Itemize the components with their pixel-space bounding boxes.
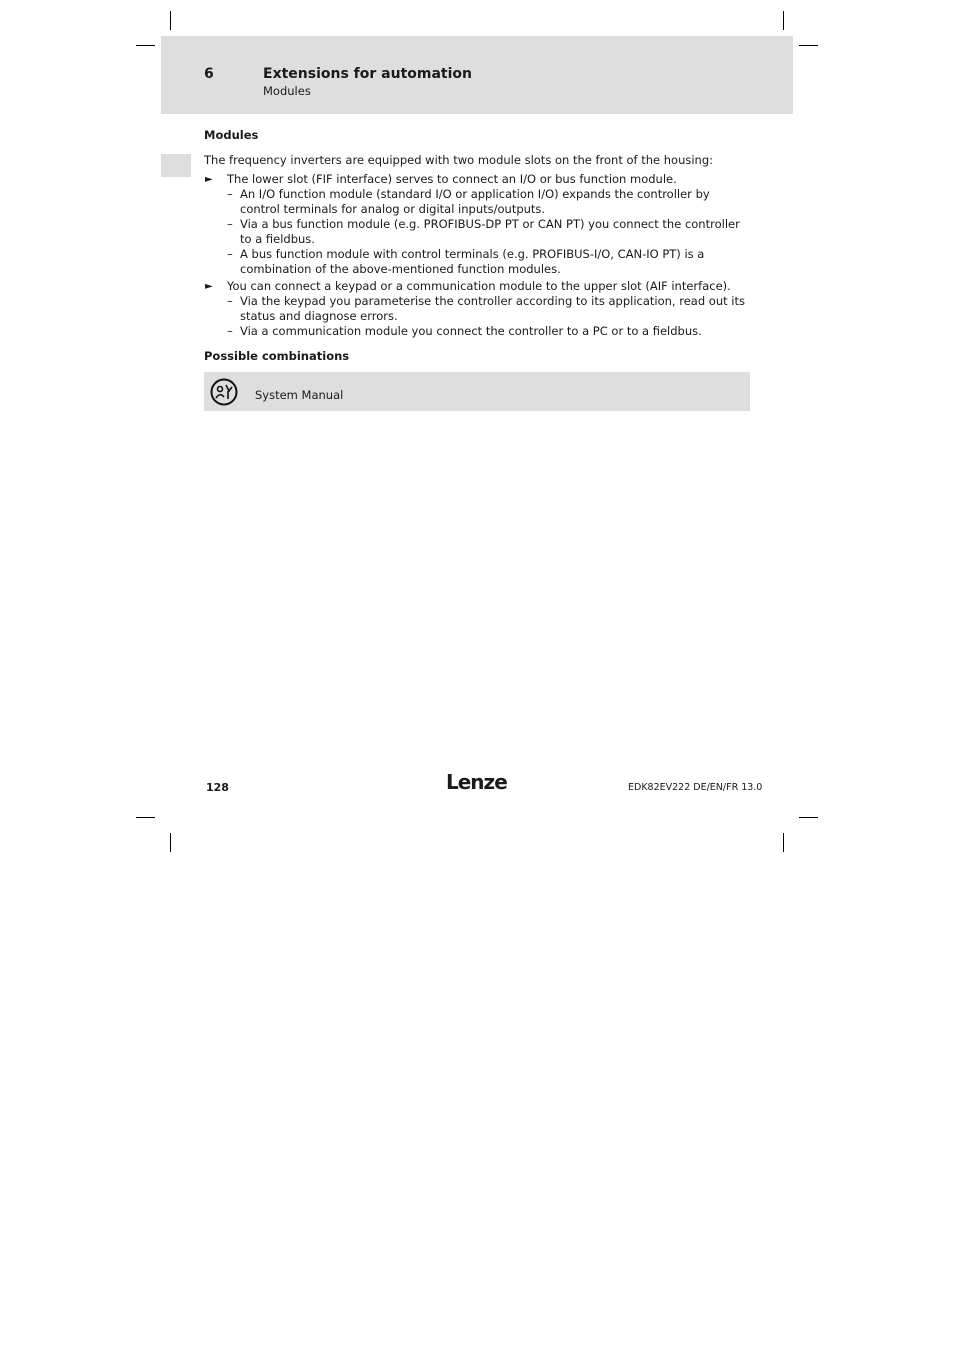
- sub-list-item-text: A bus function module with control terminals (e.g. PROFIBUS-I/O, CAN-IO PT) is a combination of the above-mentioned function modules.: [240, 247, 705, 276]
- triangle-bullet-icon: ►: [205, 281, 213, 292]
- dash-bullet-icon: –: [227, 294, 233, 308]
- subsection-heading: Possible combinations: [204, 349, 350, 363]
- document-id: EDK82EV222 DE/EN/FR 13.0: [628, 782, 763, 793]
- sub-list-item: [227, 247, 752, 277]
- sub-list: [227, 294, 752, 339]
- note-box: [204, 372, 750, 411]
- crop-mark: [783, 11, 784, 30]
- sub-list-item: [227, 187, 752, 217]
- crop-mark: [170, 833, 171, 852]
- crop-mark: [170, 11, 171, 30]
- sub-list-item-text: An I/O function module (standard I/O or application I/O) expands the controller by control terminals for analog or digital inputs/outputs.: [240, 187, 710, 216]
- intro-paragraph: The frequency inverters are equipped with two module slots on the front of the housing:: [204, 153, 714, 167]
- sub-list: [227, 187, 752, 277]
- dash-bullet-icon: –: [227, 187, 233, 201]
- sub-list-item-text: Via the keypad you parameterise the controller according to its application, read out its status and diagnose errors.: [240, 294, 745, 323]
- list-item: [204, 172, 752, 277]
- brand-logo: Lenze: [446, 770, 507, 794]
- crop-mark: [799, 45, 818, 46]
- header-band: [161, 36, 793, 114]
- dash-bullet-icon: –: [227, 324, 233, 338]
- note-text: System Manual: [255, 388, 344, 402]
- sub-list-item: [227, 217, 752, 247]
- triangle-bullet-icon: ►: [205, 174, 213, 185]
- sub-list-item-text: Via a communication module you connect the controller to a PC or to a fieldbus.: [240, 324, 702, 338]
- section-heading: Modules: [204, 128, 259, 142]
- list-item: [204, 279, 752, 339]
- crop-mark: [136, 45, 155, 46]
- list-item-text: The lower slot (FIF interface) serves to connect an I/O or bus function module.: [227, 172, 677, 186]
- main-content: [204, 128, 752, 364]
- crop-mark: [136, 817, 155, 818]
- reader-hint-icon: [210, 378, 238, 406]
- page-number: 128: [206, 781, 229, 794]
- sub-list-item-text: Via a bus function module (e.g. PROFIBUS-DP PT or CAN PT) you connect the controller to a fieldbus.: [240, 217, 740, 246]
- side-tab-marker: [161, 154, 191, 177]
- chapter-number: 6: [204, 66, 214, 82]
- crop-mark: [799, 817, 818, 818]
- sub-list-item: [227, 294, 752, 324]
- dash-bullet-icon: –: [227, 217, 233, 231]
- chapter-title: Extensions for automation: [263, 66, 472, 82]
- section-title: Modules: [263, 84, 311, 98]
- dash-bullet-icon: –: [227, 247, 233, 261]
- sub-list-item: [227, 324, 752, 339]
- list-item-text: You can connect a keypad or a communication module to the upper slot (AIF interface).: [227, 279, 731, 293]
- crop-mark: [783, 833, 784, 852]
- bullet-list: [204, 172, 752, 339]
